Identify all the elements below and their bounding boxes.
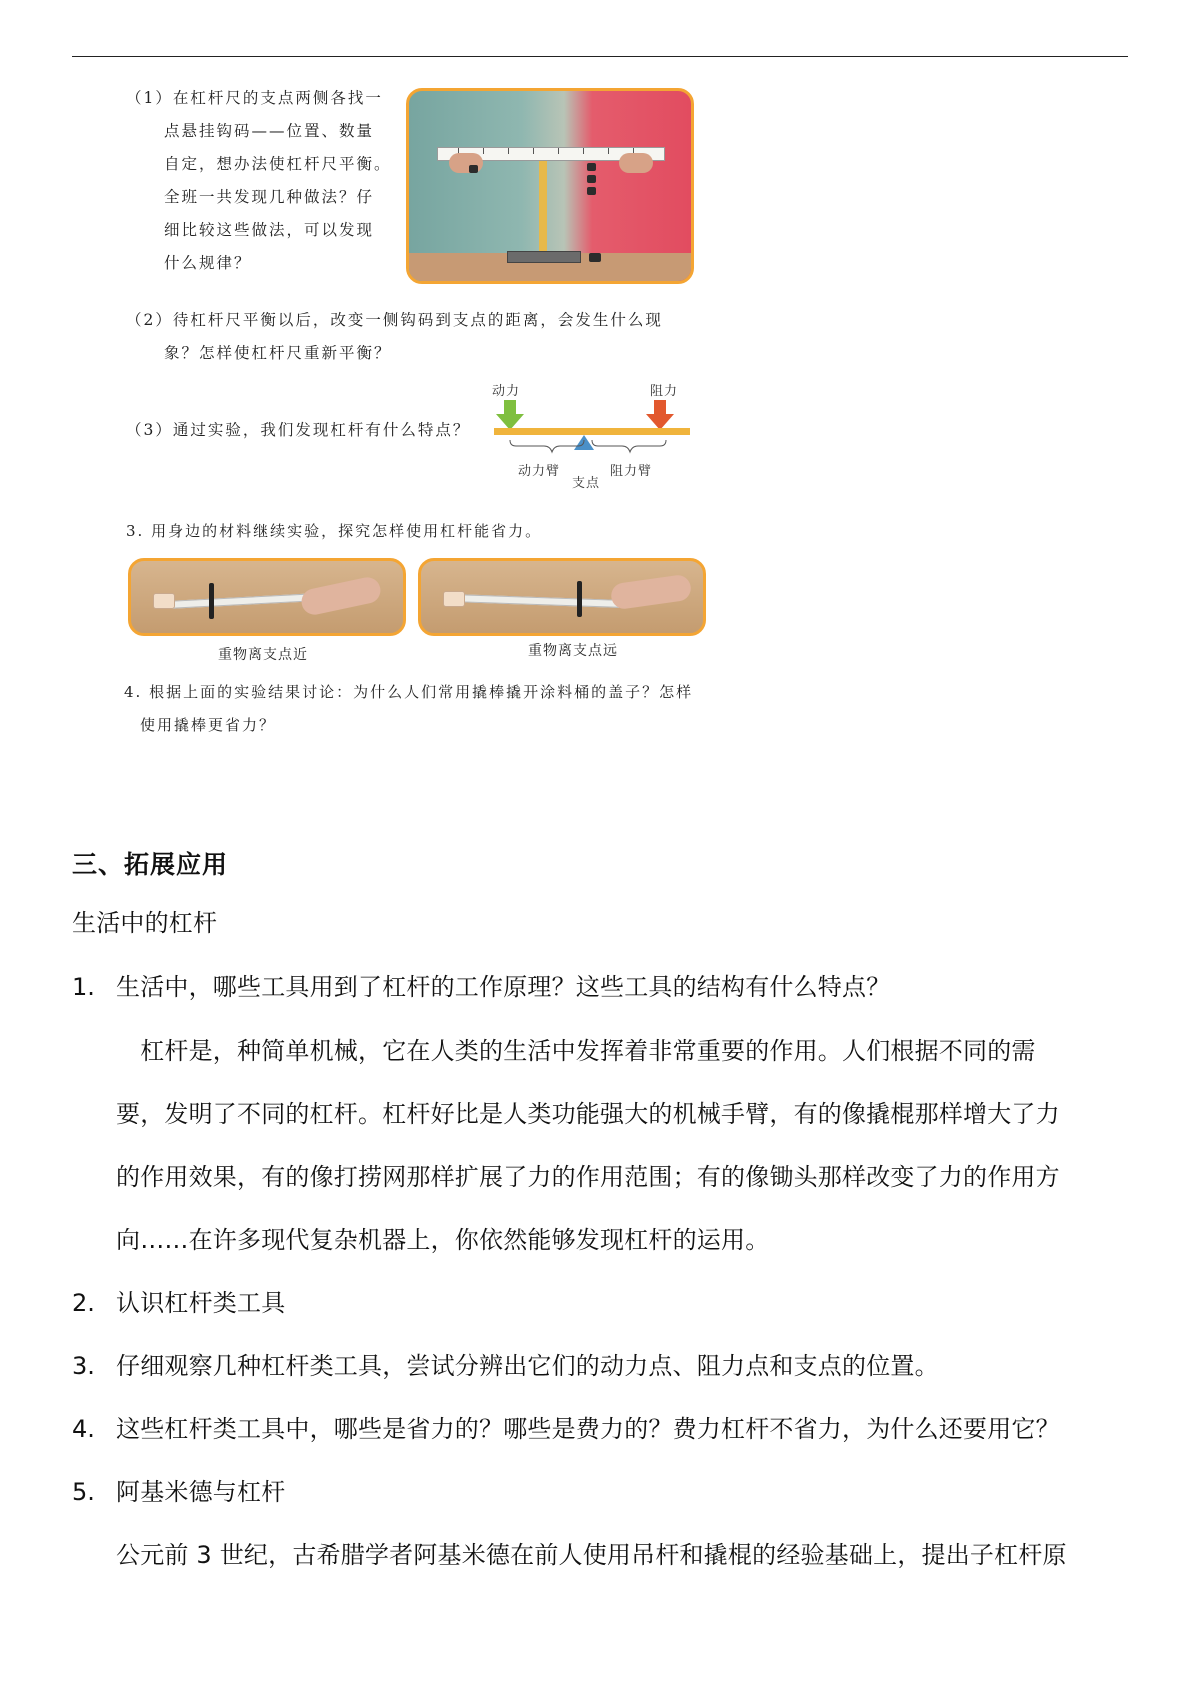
right-hand [619,153,653,173]
list-number: 5. [72,1478,95,1506]
photo-far-caption: 重物离支点远 [528,643,618,659]
list-item-text: 认识杠杆类工具 [116,1289,286,1317]
list-number: 3. [72,1352,95,1380]
section-subtitle: 生活中的杠杆 [72,909,218,937]
pressing-finger [610,574,693,611]
effort-label: 动力 [492,384,521,399]
section-heading: 三、拓展应用 [72,850,229,879]
effort-arm-label: 动力臂 [518,464,561,479]
stand-post [539,153,547,253]
fulcrum-pen [577,581,582,617]
question-2 [126,304,663,370]
question-3: （3）通过实验，我们发现杠杆有什么特点？ [126,421,471,439]
stand-base [507,251,581,263]
experiment-photo-near [128,558,406,636]
question-2-line: 象？怎样使杠杆尺重新平衡？ [164,344,392,362]
ruler-stick [167,593,319,609]
resistance-arm-brace [592,440,666,452]
instruction-3: 3. 用身边的材料继续实验，探究怎样使用杠杆能省力。 [126,522,543,540]
paragraph-line: 公元前 3 世纪，古希腊学者阿基米德在前人使用吊杆和撬棍的经验基础上，提出子杠杆原 [116,1541,1067,1569]
question-1-line: 点悬挂钩码——位置、数量 [164,122,375,140]
weight-eraser [153,593,175,609]
resistance-label: 阻力 [650,384,679,399]
paragraph-line: 向……在许多现代复杂机器上，你依然能够发现杠杆的运用。 [116,1226,770,1254]
pressing-finger [299,575,383,617]
paragraph-line: 要，发明了不同的杠杆。杠杆好比是人类功能强大的机械手臂，有的像撬棍那样增大了力 [116,1100,1060,1128]
hook-weight [587,175,596,183]
list-item-text: 这些杠杆类工具中，哪些是省力的？哪些是费力的？费力杠杆不省力，为什么还要用它？ [116,1415,1060,1443]
weight-eraser [443,591,465,607]
header-rule [72,56,1128,57]
fulcrum-pen [209,583,214,619]
hook-weight [469,165,478,173]
list-item-text: 阿基米德与杠杆 [116,1478,286,1506]
effort-arrow-icon [496,400,524,430]
lever-balance-photo [406,88,694,284]
paragraph-line: 的作用效果，有的像打捞网那样扩展了力的作用范围；有的像锄头那样改变了力的作用方 [116,1163,1060,1191]
instruction-4 [124,676,693,742]
instruction-4-line: 4. 根据上面的实验结果讨论：为什么人们常用撬棒撬开涂料桶的盖子？怎样 [124,683,694,701]
fulcrum-label: 支点 [572,476,601,491]
lever-diagram [480,380,700,500]
hook-weight [589,253,601,262]
resistance-arm-label: 阻力臂 [610,464,653,479]
list-number: 4. [72,1415,95,1443]
question-1-line: 细比较这些做法，可以发现 [164,221,375,239]
lever-beam [494,428,690,435]
question-1-line: 自定，想办法使杠杆尺平衡。 [164,155,392,173]
hook-weight [587,163,596,171]
list-number: 1. [72,973,95,1001]
list-number: 2. [72,1289,95,1317]
question-2-line: （2）待杠杆尺平衡以后，改变一侧钩码到支点的距离，会发生什么现 [126,311,663,329]
hook-weight [587,187,596,195]
question-1-line: （1）在杠杆尺的支点两侧各找一 [126,89,383,107]
paragraph-line: 杠杆是，种简单机械，它在人类的生活中发挥着非常重要的作用。人们根据不同的需 [116,1037,1036,1065]
instruction-4-line: 使用撬棒更省力？ [140,716,277,734]
effort-arm-brace [510,440,584,452]
list-item-text: 生活中，哪些工具用到了杠杆的工作原理？这些工具的结构有什么特点？ [116,973,891,1001]
experiment-photo-far [418,558,706,636]
photo-near-caption: 重物离支点近 [218,647,308,663]
ruler-stick [457,594,619,608]
question-1-line: 全班一共发现几种做法？仔 [164,188,375,206]
question-1 [126,82,392,280]
list-item-text: 仔细观察几种杠杆类工具，尝试分辨出它们的动力点、阻力点和支点的位置。 [116,1352,939,1380]
resistance-arrow-icon [646,400,674,430]
question-1-line: 什么规律？ [164,254,252,272]
